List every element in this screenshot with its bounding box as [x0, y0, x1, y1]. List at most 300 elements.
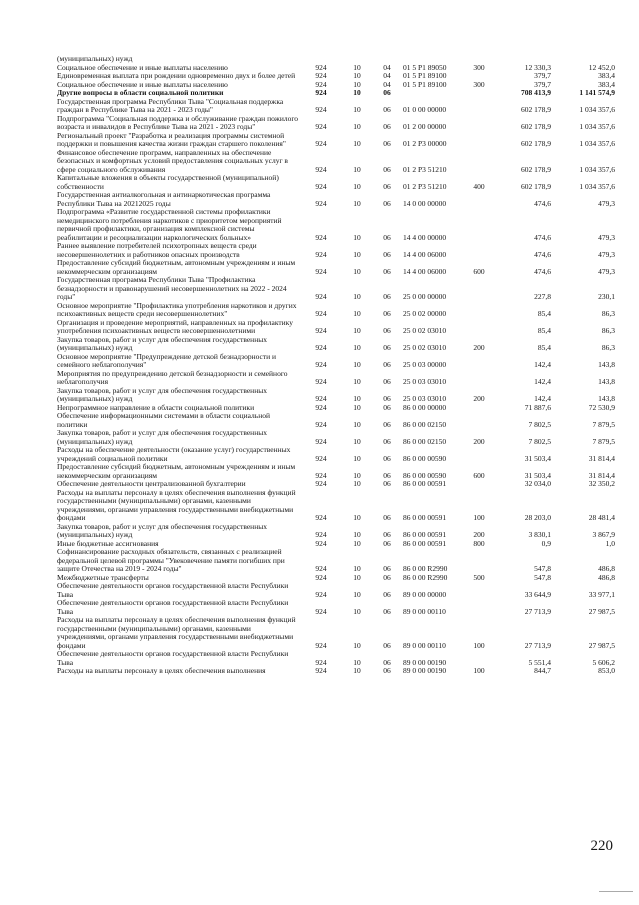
row-name: Другие вопросы в области социальной политики [57, 88, 224, 97]
expense-type-code [465, 548, 493, 574]
amount-year-1: 142,4 [534, 377, 551, 386]
amount-year-2: 12 452,0 [588, 62, 615, 72]
target-article-code: 86 0 00 00591 [403, 479, 447, 488]
row-name: Единовременная выплата при рождении одновременно двух и более детей [57, 71, 296, 80]
section-code: 10 [353, 266, 361, 276]
amount-year-2: 27 987,5 [588, 640, 615, 650]
ministry-code: 924 [315, 232, 327, 242]
amount-year-2: 479,3 [598, 266, 615, 276]
ministry-code: 924 [315, 343, 327, 352]
table-row [57, 98, 615, 115]
amount-year-2: 3 867,9 [592, 530, 615, 539]
amount-year-1: 28 203,0 [524, 513, 551, 522]
amount-year-1: 474,6 [534, 198, 551, 208]
expense-type-code: 100 [473, 666, 485, 675]
amount-year-1: 547,8 [534, 572, 551, 582]
table-row [57, 489, 615, 523]
ministry-code: 924 [315, 402, 327, 412]
expense-type-code: 600 [473, 266, 485, 276]
amount-year-1: 12 330,3 [524, 62, 551, 72]
expense-type-code: 200 [473, 394, 485, 403]
target-article-code: 86 0 00 R2990 [403, 564, 448, 573]
ministry-code: 924 [315, 436, 327, 446]
target-article-code: 86 0 00 00590 [403, 453, 447, 463]
amount-year-2: 479,3 [598, 249, 615, 259]
subsection-code: 06 [383, 181, 391, 191]
row-name: Мероприятия по предупреждению детской безнадзорности и семейного неблагополучия [57, 368, 288, 386]
amount-year-1: 7 802,5 [528, 436, 551, 446]
subsection-code: 06 [383, 266, 391, 276]
amount-year-1: 708 413,9 [521, 88, 551, 97]
expense-type-code: 800 [473, 538, 485, 548]
subsection-code: 06 [383, 470, 391, 480]
target-article-code: 86 0 00 00591 [403, 513, 447, 522]
target-article-code: 86 0 00 00000 [403, 402, 447, 412]
amount-year-1: 31 503,4 [524, 453, 551, 463]
expense-type-code [465, 149, 493, 175]
section-code: 10 [353, 181, 361, 191]
subsection-code: 06 [383, 419, 391, 429]
expense-type-code [465, 319, 493, 336]
amount-year-1: 85,4 [537, 309, 551, 318]
ministry-code: 924 [315, 266, 327, 276]
ministry-code: 924 [315, 394, 327, 403]
amount-year-1: 379,7 [534, 71, 551, 80]
table-row [57, 191, 615, 208]
amount-year-2: 31 814,4 [588, 470, 615, 480]
row-name: Обеспечение информационными системами в области социальной политики [57, 411, 270, 429]
section-code: 10 [353, 249, 361, 259]
target-article-code: 86 0 00 00591 [403, 530, 447, 539]
target-article-code: 01 2 P3 51210 [403, 164, 447, 174]
table-row [57, 667, 615, 676]
target-article-code: 14 4 00 06000 [403, 266, 447, 276]
section-code: 10 [353, 326, 361, 335]
ministry-code: 924 [315, 71, 327, 80]
row-name: Иные бюджетные ассигнования [57, 538, 159, 548]
amount-year-1: 27 713,9 [524, 606, 551, 616]
amount-year-1: 547,8 [534, 564, 551, 573]
target-article-code: 01 5 P1 89100 [403, 71, 447, 80]
budget-table [57, 55, 615, 676]
subsection-code: 06 [383, 309, 391, 318]
section-code: 10 [353, 666, 361, 675]
amount-year-2: 1 034 357,6 [579, 139, 615, 148]
target-article-code: 89 0 00 00190 [403, 657, 447, 667]
table-row [57, 353, 615, 370]
subsection-code: 06 [383, 122, 391, 131]
table-row [57, 370, 615, 387]
subsection-code: 06 [383, 453, 391, 463]
amount-year-2: 5 606,2 [592, 657, 615, 667]
section-code: 10 [353, 79, 361, 89]
amount-year-2: 86,3 [601, 326, 615, 335]
section-code: 10 [353, 62, 361, 72]
row-name: Финансовое обеспечение программ, направленных на обеспечение безопасных и комфортных условий предоставления социальных услуг в сфере социального обслуживания [57, 147, 288, 174]
ministry-code: 924 [315, 377, 327, 386]
expense-type-code [465, 480, 493, 489]
amount-year-1: 379,7 [534, 79, 551, 89]
amount-year-1: 142,4 [534, 360, 551, 369]
row-name: Предоставление субсидий бюджетным, автономным учреждениям и иным некоммерческим организациям [57, 258, 296, 276]
subsection-code: 06 [383, 564, 391, 573]
amount-year-1: 71 887,6 [524, 402, 551, 412]
section-code: 10 [353, 589, 361, 599]
ministry-code: 924 [315, 530, 327, 539]
amount-year-2: 143,8 [598, 394, 615, 403]
section-code: 10 [353, 470, 361, 480]
amount-year-2: 230,1 [598, 292, 615, 301]
target-article-code: 14 4 00 00000 [403, 232, 447, 242]
section-code: 10 [353, 360, 361, 369]
target-article-code: 14 4 00 06000 [403, 249, 447, 259]
section-code: 10 [353, 538, 361, 548]
expense-type-code: 100 [473, 640, 485, 650]
amount-year-1: 602 178,9 [521, 181, 551, 191]
expense-type-code: 300 [473, 79, 485, 89]
table-row [57, 523, 615, 540]
amount-year-2: 1 034 357,6 [579, 105, 615, 114]
subsection-code: 06 [383, 530, 391, 539]
section-code: 10 [353, 530, 361, 539]
row-name: Обеспечение деятельности органов государственной власти Республики Тыва [57, 598, 289, 616]
expense-type-code [465, 115, 493, 132]
ministry-code: 924 [315, 139, 327, 148]
expense-type-code [465, 132, 493, 149]
amount-year-2: 143,8 [598, 360, 615, 369]
table-row [57, 548, 615, 574]
section-code: 10 [353, 198, 361, 208]
amount-year-1: 27 713,9 [524, 640, 551, 650]
table-row [57, 446, 615, 463]
amount-year-1: 474,6 [534, 232, 551, 242]
subsection-code: 06 [383, 88, 391, 97]
row-name: Расходы на выплаты персоналу в целях обеспечения выполнения функций государственными (муниципальными) органами, казенными учреждениями, органами управления государственными внебюджетными фондами [57, 487, 296, 522]
section-code: 10 [353, 377, 361, 386]
ministry-code: 924 [315, 79, 327, 89]
table-row [57, 616, 615, 650]
target-article-code: 01 2 P3 51210 [403, 181, 447, 191]
amount-year-2: 32 350,2 [588, 479, 615, 488]
amount-year-1: 602 178,9 [521, 105, 551, 114]
subsection-code: 06 [383, 292, 391, 301]
subsection-code: 06 [383, 377, 391, 386]
ministry-code: 924 [315, 666, 327, 675]
table-body [57, 55, 615, 676]
subsection-code: 06 [383, 479, 391, 488]
subsection-code: 06 [383, 343, 391, 352]
amount-year-2: 853,0 [598, 666, 615, 675]
row-name: Закупка товаров, работ и услуг для обеспечения государственных (муниципальных) нужд [57, 521, 268, 539]
expense-type-code: 100 [473, 513, 485, 522]
ministry-code: 924 [315, 360, 327, 369]
section-code: 10 [353, 640, 361, 650]
subsection-code: 06 [383, 232, 391, 242]
target-article-code: 01 2 00 00000 [403, 122, 447, 131]
table-row [57, 174, 615, 191]
target-article-code: 25 0 02 00000 [403, 309, 447, 318]
subsection-code: 06 [383, 513, 391, 522]
table-row [57, 336, 615, 353]
section-code: 10 [353, 513, 361, 522]
table-row [57, 429, 615, 446]
amount-year-1: 602 178,9 [521, 139, 551, 148]
amount-year-2: 27 987,5 [588, 606, 615, 616]
subsection-code: 06 [383, 105, 391, 114]
amount-year-2: 28 481,4 [588, 513, 615, 522]
expense-type-code [465, 370, 493, 387]
expense-type-code [465, 582, 493, 599]
target-article-code: 01 5 P1 89050 [403, 62, 447, 72]
expense-type-code [465, 98, 493, 115]
target-article-code: 25 0 02 03010 [403, 343, 447, 352]
table-row [57, 582, 615, 599]
amount-year-2: 486,8 [598, 564, 615, 573]
subsection-code: 04 [383, 79, 391, 89]
ministry-code: 924 [315, 479, 327, 488]
row-name: Основное мероприятие "Профилактика употребления наркотиков и других психоактивных веществ среди несовершеннолетних" [57, 300, 297, 318]
table-row [57, 463, 615, 480]
section-code: 10 [353, 606, 361, 616]
target-article-code: 86 0 00 00590 [403, 470, 447, 480]
target-article-code: 25 0 02 03010 [403, 326, 447, 335]
amount-year-1: 85,4 [537, 343, 551, 352]
expense-type-code [465, 89, 493, 98]
table-row [57, 650, 615, 667]
target-article-code: 89 0 00 00190 [403, 666, 447, 675]
ministry-code: 924 [315, 88, 327, 97]
ministry-code: 924 [315, 309, 327, 318]
expense-type-code: 200 [473, 343, 485, 352]
target-article-code: 25 0 03 00000 [403, 360, 447, 369]
expense-type-code [465, 446, 493, 463]
ministry-code: 924 [315, 453, 327, 463]
section-code: 10 [353, 88, 361, 97]
section-code: 10 [353, 292, 361, 301]
expense-type-code: 300 [473, 62, 485, 72]
target-article-code: 86 0 00 00591 [403, 538, 447, 548]
section-code: 10 [353, 564, 361, 573]
subsection-code: 04 [383, 71, 391, 80]
ministry-code: 924 [315, 105, 327, 114]
amount-year-1: 5 551,4 [528, 657, 551, 667]
section-code: 10 [353, 71, 361, 80]
section-code: 10 [353, 105, 361, 114]
expense-type-code: 200 [473, 436, 485, 446]
subsection-code: 06 [383, 402, 391, 412]
row-name: Обеспечение деятельности органов государственной власти Республики Тыва [57, 581, 289, 599]
table-row [57, 387, 615, 404]
amount-year-2: 383,4 [598, 79, 615, 89]
ministry-code: 924 [315, 249, 327, 259]
expense-type-code [465, 276, 493, 302]
expense-type-code: 400 [473, 181, 485, 191]
ministry-code: 924 [315, 589, 327, 599]
amount-year-1: 85,4 [537, 326, 551, 335]
subsection-code: 06 [383, 139, 391, 148]
subsection-code: 06 [383, 326, 391, 335]
amount-year-1: 0,9 [541, 538, 551, 548]
target-article-code: 25 0 00 00000 [403, 292, 447, 301]
section-code: 10 [353, 343, 361, 352]
amount-year-1: 3 830,1 [528, 530, 551, 539]
expense-type-code [465, 412, 493, 429]
row-name: Подпрограмма «Развитие государственной системы профилактики немедицинского потребления наркотиков с приоритетом мероприятий первичной профилактики, организация комплексной системы реабилитации и ресоциализации наркологических больных» [57, 207, 282, 242]
table-row [57, 149, 615, 175]
row-name: Расходы на выплаты персоналу в целях обеспечения выполнения [57, 666, 266, 675]
subsection-code: 06 [383, 572, 391, 582]
table-row [57, 242, 615, 259]
table-row [57, 319, 615, 336]
expense-type-code [465, 191, 493, 208]
ministry-code: 924 [315, 164, 327, 174]
section-code: 10 [353, 572, 361, 582]
amount-year-2: 7 879,5 [592, 436, 615, 446]
subsection-code: 06 [383, 198, 391, 208]
section-code: 10 [353, 419, 361, 429]
row-name: Организация и проведение мероприятий, направленных на профилактику употребления психоактивных веществ несовершеннолетними [57, 317, 293, 335]
table-row [57, 599, 615, 616]
amount-year-2: 143,8 [598, 377, 615, 386]
amount-year-2: 1 034 357,6 [579, 164, 615, 174]
ministry-code: 924 [315, 62, 327, 72]
table-row [57, 259, 615, 276]
amount-year-2: 1,0 [605, 538, 615, 548]
section-code: 10 [353, 232, 361, 242]
ministry-code: 924 [315, 538, 327, 548]
section-code: 10 [353, 657, 361, 667]
row-name: Закупка товаров, работ и услуг для обеспечения государственных (муниципальных) нужд [57, 334, 268, 352]
row-name: Социальное обеспечение и иные выплаты населению [57, 79, 228, 89]
row-name: Раннее выявление потребителей психотропных веществ среди несовершеннолетних и работников опасных производств [57, 241, 257, 259]
target-article-code: 25 0 03 03010 [403, 394, 447, 403]
expense-type-code: 500 [473, 572, 485, 582]
target-article-code: 14 0 00 00000 [403, 198, 447, 208]
target-article-code: 01 2 P3 00000 [403, 139, 447, 148]
target-article-code: 01 5 P1 89100 [403, 79, 447, 89]
subsection-code: 04 [383, 62, 391, 72]
row-name: Основное мероприятие "Предупреждение детской безнадзорности и семейного неблагополучия" [57, 351, 277, 369]
amount-year-2: 33 977,1 [588, 589, 615, 599]
table-row [57, 276, 615, 302]
ministry-code: 924 [315, 292, 327, 301]
row-name: Расходы на обеспечение деятельности (оказание услуг) государственных учреждений социальной политики [57, 445, 291, 463]
amount-year-2: 31 814,4 [588, 453, 615, 463]
table-row [57, 132, 615, 149]
row-name: Закупка товаров, работ и услуг для обеспечения государственных (муниципальных) нужд [57, 385, 268, 403]
row-name: Государственная программа Республики Тыва "Профилактика безнадзорности и правонарушений несовершеннолетних на 2022 - 2024 годы" [57, 275, 287, 301]
amount-year-2: 7 879,5 [592, 419, 615, 429]
amount-year-2: 479,3 [598, 198, 615, 208]
table-row [57, 412, 615, 429]
amount-year-2: 86,3 [601, 309, 615, 318]
ministry-code: 924 [315, 606, 327, 616]
target-article-code: 86 0 00 02150 [403, 419, 447, 429]
target-article-code: 89 0 00 00000 [403, 589, 447, 599]
target-article-code: 86 0 00 02150 [403, 436, 447, 446]
table-row [57, 302, 615, 319]
row-name: Обеспечение деятельности органов государственной власти Республики Тыва [57, 649, 289, 667]
subsection-code: 06 [383, 606, 391, 616]
subsection-code: 06 [383, 360, 391, 369]
expense-type-code [465, 650, 493, 667]
amount-year-1: 32 034,0 [524, 479, 551, 488]
section-code: 10 [353, 139, 361, 148]
page-number: 220 [590, 838, 613, 854]
subsection-code: 06 [383, 436, 391, 446]
subsection-code: 06 [383, 666, 391, 675]
amount-year-1: 602 178,9 [521, 122, 551, 131]
row-name: Софинансирование расходных обязательств, связанных с реализацией федеральной целевой программы "Увековечение памяти погибших при защите Отечества на 2019 - 2024 годы" [57, 547, 285, 573]
section-code: 10 [353, 164, 361, 174]
row-name: Непрограммное направление в области социальной политики [57, 402, 255, 412]
footer-divider [599, 891, 633, 893]
subsection-code: 06 [383, 394, 391, 403]
amount-year-2: 1 141 574,9 [579, 88, 615, 97]
expense-type-code [465, 599, 493, 616]
amount-year-2: 86,3 [601, 343, 615, 352]
amount-year-2: 486,8 [598, 572, 615, 582]
section-code: 10 [353, 479, 361, 488]
ministry-code: 924 [315, 326, 327, 335]
amount-year-1: 142,4 [534, 394, 551, 403]
amount-year-1: 31 503,4 [524, 470, 551, 480]
subsection-code: 06 [383, 164, 391, 174]
row-name: Государственная антиалкогольная и антинаркотическая программа Республики Тыва на 20212025 годы [57, 190, 271, 208]
target-article-code: 86 0 00 R2990 [403, 572, 448, 582]
row-name: (муниципальных) нужд [57, 54, 133, 63]
ministry-code: 924 [315, 181, 327, 191]
target-article-code [399, 89, 465, 98]
expense-type-code [465, 302, 493, 319]
expense-type-code: 200 [473, 530, 485, 539]
row-name: Расходы на выплаты персоналу в целях обеспечения выполнения функций государственными (муниципальными) органами, казенными учреждениями, органами управления государственными внебюджетными фондами [57, 615, 296, 650]
target-article-code: 01 0 00 00000 [403, 105, 447, 114]
section-code: 10 [353, 309, 361, 318]
section-code: 10 [353, 402, 361, 412]
amount-year-1: 844,7 [534, 666, 551, 675]
amount-year-2: 479,3 [598, 232, 615, 242]
ministry-code: 924 [315, 564, 327, 573]
amount-year-2: 1 034 357,6 [579, 181, 615, 191]
row-name: Обеспечение деятельности централизованной бухгалтерии [57, 479, 246, 488]
subsection-code: 06 [383, 589, 391, 599]
row-name: Межбюджетные трансферты [57, 572, 149, 582]
amount-year-1: 602 178,9 [521, 164, 551, 174]
subsection-code: 06 [383, 657, 391, 667]
ministry-code: 924 [315, 513, 327, 522]
ministry-code: 924 [315, 572, 327, 582]
subsection-code: 06 [383, 538, 391, 548]
amount-year-1: 474,6 [534, 266, 551, 276]
row-name: Государственная программа Республики Тыва "Социальная поддержка граждан в Республике Тыва на 2021 - 2023 годы" [57, 96, 284, 114]
subsection-code: 06 [383, 249, 391, 259]
ministry-code: 924 [315, 122, 327, 131]
expense-type-code [465, 208, 493, 242]
amount-year-1: 33 644,9 [524, 589, 551, 599]
row-name: Закупка товаров, работ и услуг для обеспечения государственных (муниципальных) нужд [57, 428, 268, 446]
table-row [57, 115, 615, 132]
table-row [57, 208, 615, 242]
amount-year-2: 1 034 357,6 [579, 122, 615, 131]
target-article-code: 89 0 00 00110 [403, 606, 446, 616]
expense-type-code [465, 353, 493, 370]
target-article-code: 89 0 00 00110 [403, 640, 446, 650]
section-code: 10 [353, 436, 361, 446]
amount-year-1: 474,6 [534, 249, 551, 259]
amount-year-2: 72 530,9 [588, 402, 615, 412]
section-code: 10 [353, 122, 361, 131]
